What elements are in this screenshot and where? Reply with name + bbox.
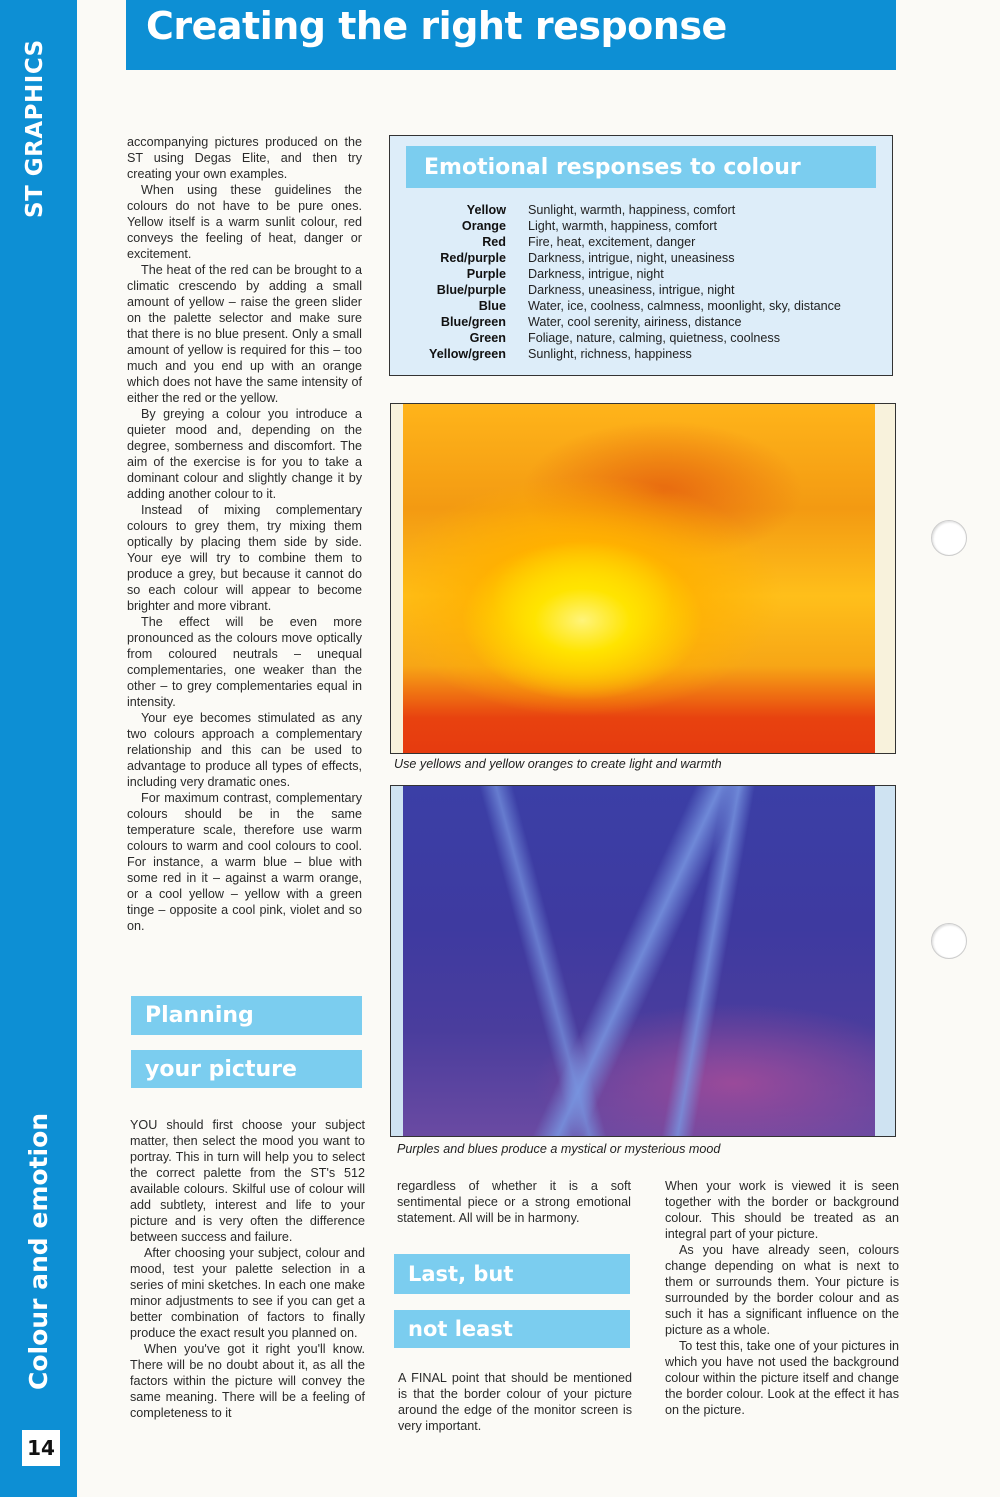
subheading-your-picture: your picture [131, 1050, 362, 1088]
body-column-2 [130, 1117, 365, 1421]
table-row [390, 250, 892, 266]
table-row [390, 202, 892, 218]
paragraph: regardless of whether it is a soft sentimental piece or a strong emotional statement. All will be in harmony. [397, 1179, 631, 1225]
body-column-5 [665, 1178, 899, 1418]
colour-response: Darkness, intrigue, night [528, 267, 664, 281]
table-row [390, 266, 892, 282]
figure-caption: Use yellows and yellow oranges to create light and warmth [394, 757, 722, 771]
title-bar [126, 0, 896, 70]
paragraph: Your eye becomes stimulated as any two colours approach a complementary relationship and this can be used to advantage to produce all types of effects, including very dramatic ones. [127, 711, 362, 789]
colour-response: Water, cool serenity, airiness, distance [528, 315, 742, 329]
colour-response: Sunlight, richness, happiness [528, 347, 692, 361]
colour-response: Light, warmth, happiness, comfort [528, 219, 717, 233]
colour-name: Blue/green [440, 315, 506, 329]
paragraph: By greying a colour you introduce a quieter mood and, depending on the degree, somberness and discomfort. The aim of the exercise is for you to take a dominant colour and slightly change it by adding another colour to it. [127, 407, 362, 501]
emotions-table-title: Emotional responses to colour [406, 146, 876, 188]
paragraph: accompanying pictures produced on the ST using Degas Elite, and then try creating your own examples. [127, 135, 362, 181]
table-row [390, 234, 892, 250]
colour-name: Purple [466, 267, 506, 281]
colour-response: Water, ice, coolness, calmness, moonlight, sky, distance [528, 299, 841, 313]
table-row [390, 282, 892, 298]
warm-sunset-image [403, 404, 875, 753]
paragraph: When your work is viewed it is seen together with the border or background colour. This should be treated as an integral part of your picture. [665, 1179, 899, 1241]
binder-hole [931, 520, 967, 556]
colour-name: Red [482, 235, 506, 249]
sidebar-band [0, 0, 77, 1497]
subheading-last-but: Last, but [394, 1254, 630, 1294]
colour-name: Yellow/green [429, 347, 506, 361]
table-row [390, 218, 892, 234]
table-row [390, 314, 892, 330]
colour-name: Blue/purple [436, 283, 506, 297]
subheading-not-least: not least [394, 1310, 630, 1348]
colour-response: Sunlight, warmth, happiness, comfort [528, 203, 736, 217]
paragraph: YOU should first choose your subject matter, then select the mood you want to portray. This in turn will help you to select the correct palette from the ST's 512 available colours. Skilful use of colour will add subtlety, interest and life to your picture and is very often the difference between success and failure. [130, 1118, 365, 1244]
emotions-table-box [389, 135, 893, 376]
colour-name: Yellow [466, 203, 506, 217]
chapter-label: Colour and emotion [24, 1112, 53, 1390]
paragraph: The effect will be even more pronounced as the colours move optically from coloured neutrals – unequal complementaries, one weaker than the other – to grey complementaries equal in intensity. [127, 615, 362, 709]
colour-response: Darkness, uneasiness, intrigue, night [528, 283, 735, 297]
colour-response: Foliage, nature, calming, quietness, coolness [528, 331, 781, 345]
paragraph: When using these guidelines the colours do not have to be pure ones. Yellow itself is a warm sunlit colour, red conveys the feeling of heat, danger or excitement. [127, 183, 362, 261]
body-column-3 [397, 1178, 631, 1226]
subheading-planning: Planning [131, 996, 362, 1035]
warm-colour-picture [390, 403, 896, 754]
table-row [390, 346, 892, 362]
colour-name: Green [469, 331, 506, 345]
colour-name: Orange [461, 219, 506, 233]
table-row [390, 298, 892, 314]
page-number: 14 [22, 1430, 60, 1466]
paragraph: For maximum contrast, complementary colours should be in the same temperature scale, therefore use warm colours to warm and cool colours to cool. For instance, a warm blue – blue with some red in it – against a warm orange, or a cool yellow – yellow with a green tinge – opposite a cool pink, violet and so on. [127, 791, 362, 933]
paragraph: Instead of mixing complementary colours to grey them, try mixing them optically by placing them side by side. Your eye will try to combine them to produce a grey, but because it cannot do so each colour will appear to become brighter and more vibrant. [127, 503, 362, 613]
body-column-1 [127, 134, 362, 934]
body-column-4 [398, 1370, 632, 1434]
colour-name: Blue [478, 299, 506, 313]
purple-blue-image [403, 786, 875, 1136]
colour-name: Red/purple [440, 251, 506, 265]
paragraph: When you've got it right you'll know. There will be no doubt about it, as all the factors within the picture will convey the same meaning. There will be a feeling of completeness to it [130, 1342, 365, 1420]
paragraph: As you have already seen, colours change depending on what is next to them or surrounds them. Your picture is surrounded by the border colour and as such it has a significant influence on the picture as a whole. [665, 1243, 899, 1337]
cool-colour-picture [390, 785, 896, 1137]
paragraph: The heat of the red can be brought to a climatic crescendo by adding a small amount of yellow – raise the green slider on the palette selector and make sure that there is no blue present. Only a small amount of yellow is required for this – too much and you end up with an orange which does not have the same intensity of either the red or the yellow. [127, 263, 362, 405]
paragraph: After choosing your subject, colour and mood, test your palette selection in a series of mini sketches. In each one make minor adjustments to see if you can get a better combination of factors to finally produce the exact result you planned on. [130, 1246, 365, 1340]
binder-hole [931, 923, 967, 959]
paragraph: To test this, take one of your pictures in which you have not used the background colour within the picture itself and change the border colour. Look at the effect it has on the picture. [665, 1339, 899, 1417]
page-title: Creating the right response [146, 4, 727, 48]
paragraph: A FINAL point that should be mentioned is that the border colour of your picture around the edge of the monitor screen is very important. [398, 1371, 632, 1433]
colour-response: Darkness, intrigue, night, uneasiness [528, 251, 735, 265]
colour-response: Fire, heat, excitement, danger [528, 235, 696, 249]
section-label: ST GRAPHICS [22, 39, 48, 218]
table-row [390, 330, 892, 346]
figure-caption: Purples and blues produce a mystical or mysterious mood [397, 1142, 721, 1156]
